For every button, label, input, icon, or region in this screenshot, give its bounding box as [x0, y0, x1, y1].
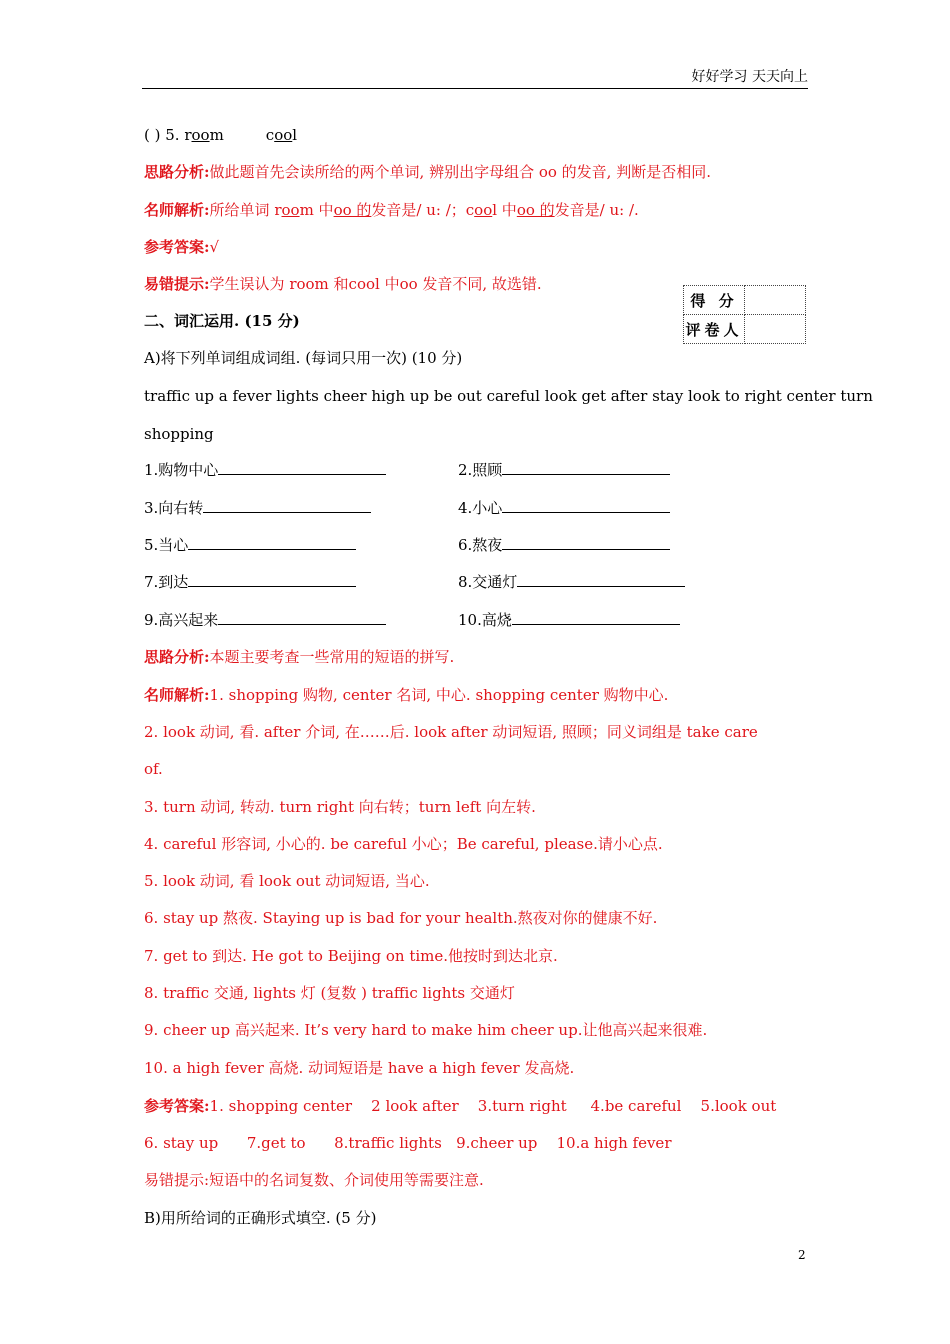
item-5: 5.当心 — [144, 535, 356, 555]
header-divider — [142, 88, 808, 89]
item-5-blank[interactable] — [188, 535, 356, 550]
item-8: 8.交通灯 — [458, 572, 685, 592]
item-8-blank[interactable] — [517, 572, 685, 587]
teacher-line-4: 3. turn 动词, 转动. turn right 向右转；turn left 向左转. — [144, 798, 536, 816]
item-3-blank[interactable] — [203, 498, 371, 513]
part-a-instruction: A)将下列单词组成词组. (每词只用一次) (10 分) — [144, 349, 463, 367]
item-7: 7.到达 — [144, 572, 356, 592]
teacher-analysis-2: 名师解析:1. shopping 购物, center 名词, 中心. shopping center 购物中心. — [144, 686, 669, 704]
teacher-line-2: 2. look 动词, 看. after 介词, 在……后. look after 动词短语, 照顾；同义词组是 take care — [144, 723, 758, 741]
item-3: 3.向右转 — [144, 498, 371, 518]
teacher-line-9: 8. traffic 交通, lights 灯 (复数 ) traffic lights 交通灯 — [144, 984, 515, 1002]
item-7-blank[interactable] — [188, 572, 356, 587]
part-b-instruction: B)用所给词的正确形式填空. (5 分) — [144, 1209, 377, 1227]
item-2-blank[interactable] — [502, 460, 670, 475]
score-cell — [745, 286, 806, 315]
item-9-blank[interactable] — [218, 610, 386, 625]
item-1-blank[interactable] — [218, 460, 386, 475]
grader-label: 评卷人 — [684, 315, 745, 344]
score-label: 得 分 — [684, 286, 745, 315]
answer-2: 参考答案:1. shopping center 2 look after 3.turn right 4.be careful 5.look out — [144, 1097, 777, 1115]
answer-2-line-2: 6. stay up 7.get to 8.traffic lights 9.cheer up 10.a high fever — [144, 1134, 672, 1152]
teacher-line-8: 7. get to 到达. He got to Beijing on time.他按时到达北京. — [144, 947, 558, 965]
teacher-line-3: of. — [144, 760, 163, 778]
error-tip-2: 易错提示:短语中的名词复数、介词使用等需要注意. — [144, 1171, 484, 1189]
teacher-line-10: 9. cheer up 高兴起来. It’s very hard to make him cheer up.让他高兴起来很难. — [144, 1021, 708, 1039]
grader-cell — [745, 315, 806, 344]
item-2: 2.照顾 — [458, 460, 670, 480]
item-4: 4.小心 — [458, 498, 670, 518]
page-header: 好好学习 天天向上 — [691, 69, 808, 85]
analysis-2: 思路分析:本题主要考查一些常用的短语的拼写. — [144, 648, 455, 666]
teacher-line-5: 4. careful 形容词, 小心的. be careful 小心；Be careful, please.请小心点. — [144, 835, 663, 853]
q5-paren: ( ) 5. — [144, 126, 185, 144]
section-2-title: 二、词汇运用. (15 分) — [144, 312, 300, 330]
teacher-line-11: 10. a high fever 高烧. 动词短语是 have a high fever 发高烧. — [144, 1059, 575, 1077]
error-tip-1: 易错提示:学生误认为 room 和cool 中oo 发音不同, 故选错. — [144, 275, 542, 293]
item-4-blank[interactable] — [502, 498, 670, 513]
score-box — [683, 285, 806, 344]
item-9: 9.高兴起来 — [144, 610, 386, 630]
question-5: ( ) 5. room cool — [144, 126, 298, 144]
item-6-blank[interactable] — [502, 535, 670, 550]
page-number: 2 — [798, 1248, 806, 1262]
item-6: 6.熬夜 — [458, 535, 670, 555]
item-1: 1.购物中心 — [144, 460, 386, 480]
teacher-analysis-1: 名师解析:所给单词 room 中oo 的发音是/ u: /；cool 中oo 的发音是/ u: /. — [144, 201, 639, 219]
word-bank-line-2: shopping — [144, 425, 214, 443]
analysis-1: 思路分析:做此题首先会读所给的两个单词, 辨别出字母组合 oo 的发音, 判断是否相同. — [144, 163, 711, 181]
word-bank-line-1: traffic up a fever lights cheer high up be out careful look get after stay look to right center turn — [144, 387, 873, 405]
item-10-blank[interactable] — [512, 610, 680, 625]
item-10: 10.高烧 — [458, 610, 680, 630]
teacher-line-6: 5. look 动词, 看 look out 动词短语, 当心. — [144, 872, 430, 890]
teacher-line-7: 6. stay up 熬夜. Staying up is bad for your health.熬夜对你的健康不好. — [144, 909, 658, 927]
answer-1: 参考答案:√ — [144, 238, 220, 256]
